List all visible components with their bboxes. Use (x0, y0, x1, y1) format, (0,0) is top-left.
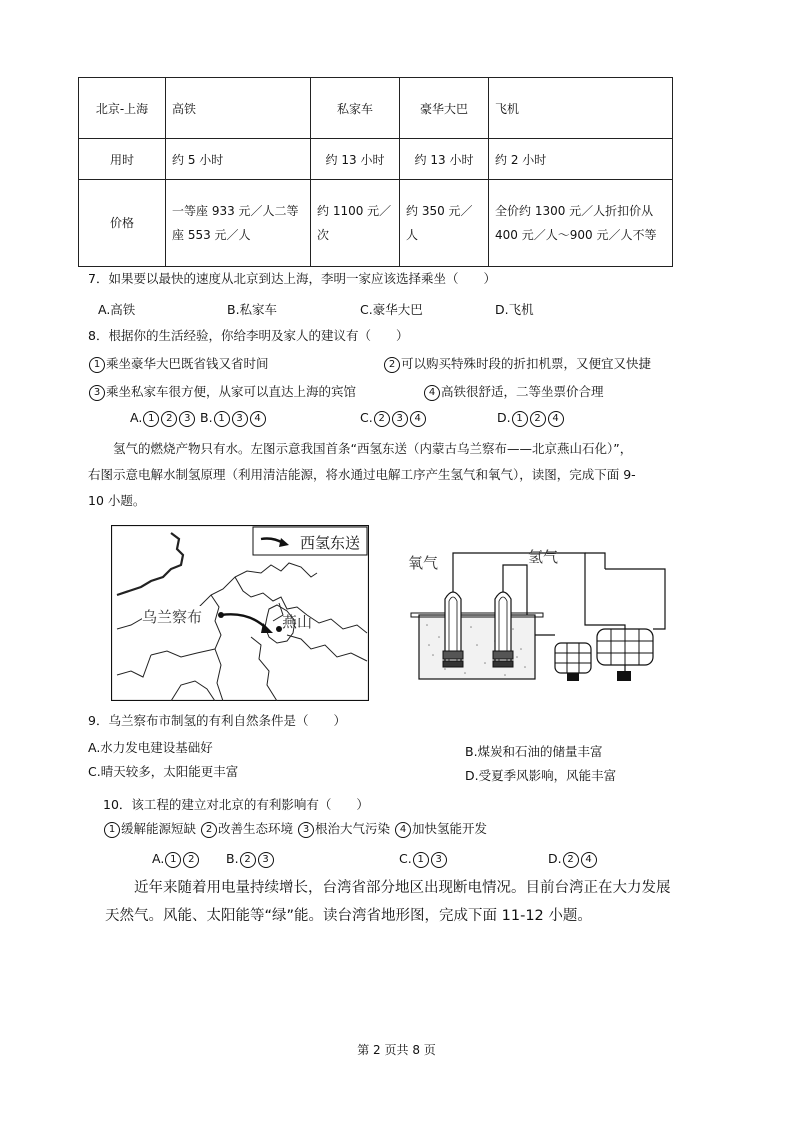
q10-option-b[interactable]: B. 2 3 (226, 851, 275, 868)
diagram-label-hydrogen: 氢气 (528, 548, 559, 566)
passage-hydrogen (88, 436, 708, 514)
price-cell (166, 180, 311, 267)
price-line: 约 350 元／ (406, 204, 473, 218)
q8-statement-4: 4 高铁很舒适，二等坐票价合理 (423, 383, 604, 401)
q9-option-b[interactable]: B.煤炭和石油的储量丰富 (465, 744, 603, 759)
q9-option-c[interactable]: C.晴天较多，太阳能更丰富 (88, 764, 239, 779)
time-cell: 约 2 小时 (489, 139, 673, 180)
q7-option-c[interactable]: C.豪华大巴 (360, 302, 423, 317)
passage-line: 氢气的燃烧产物只有水。左图示意我国首条“西氢东送（内蒙古乌兰察布——北京燕山石化）”， (113, 441, 633, 456)
map-city-ulanqab: 乌兰察布 (142, 608, 203, 626)
q8-option-a[interactable]: A. 1 2 3 (130, 410, 196, 427)
q9-option-d[interactable]: D.受夏季风影响，风能丰富 (465, 768, 617, 783)
passage-taiwan (105, 874, 705, 930)
q10-option-a[interactable]: A. 1 2 (152, 851, 200, 868)
price-line: 400 元／人～900 元／人不等 (495, 228, 657, 242)
passage-line: 10 小题。 (88, 493, 146, 508)
header-bus: 豪华大巴 (400, 78, 489, 139)
q10-stem: 10．该工程的建立对北京的有利影响有（ ） (103, 797, 369, 812)
q7-option-b[interactable]: B.私家车 (227, 302, 278, 317)
q7-option-a[interactable]: A.高铁 (98, 302, 136, 317)
q8-statement-2: 2 可以购买特殊时段的折扣机票，又便宜又快捷 (383, 355, 651, 373)
price-line: 座 553 元／人 (172, 228, 251, 242)
time-label: 用时 (79, 139, 166, 180)
map-legend-label: 西氢东送 (300, 534, 361, 552)
transport-table (78, 77, 673, 267)
passage-line: 天然气。风能、太阳能等“绿”能。读台湾省地形图，完成下面 11-12 小题。 (105, 908, 592, 924)
price-line: 次 (317, 228, 330, 242)
header-route: 北京-上海 (79, 78, 166, 139)
diagram-label-oxygen: 氧气 (408, 554, 439, 572)
q10-option-c[interactable]: C. 1 3 (399, 851, 448, 868)
price-label: 价格 (79, 180, 166, 267)
price-line: 全价约 1300 元／人折扣价从 (495, 204, 654, 218)
header-car: 私家车 (311, 78, 400, 139)
header-hsr: 高铁 (166, 78, 311, 139)
price-cell (311, 180, 400, 267)
q10-option-d[interactable]: D. 2 4 (548, 851, 598, 868)
time-cell: 约 13 小时 (400, 139, 489, 180)
q8-statement-1: 1 乘坐豪华大巴既省钱又省时间 (88, 355, 269, 373)
q7-option-d[interactable]: D.飞机 (495, 302, 534, 317)
price-cell (489, 180, 673, 267)
q8-option-d[interactable]: D. 1 2 4 (497, 410, 565, 427)
passage-line: 右图示意电解水制氢原理（利用清洁能源，将水通过电解工序产生氢气和氧气），读图，完成下面 9- (88, 467, 636, 482)
q7-stem: 7．如果要以最快的速度从北京到达上海，李明一家应该选择乘坐（ ） (88, 271, 496, 286)
price-cell (400, 180, 489, 267)
q10-statements: 1 缓解能源短缺 2 改善生态环境 3 根治大气污染 4 加快氢能开发 (103, 820, 487, 838)
time-cell: 约 13 小时 (311, 139, 400, 180)
page-number: 第 2 页共 8 页 (357, 1043, 436, 1057)
q8-option-b[interactable]: B. 1 3 4 (200, 410, 267, 427)
time-cell: 约 5 小时 (166, 139, 311, 180)
price-line: 人 (406, 228, 419, 242)
q8-option-c[interactable]: C. 2 3 4 (360, 410, 427, 427)
q9-stem: 9．乌兰察布市制氢的有利自然条件是（ ） (88, 713, 346, 728)
map-city-yanshan: 燕山 (282, 613, 313, 631)
q9-option-a[interactable]: A.水力发电建设基础好 (88, 740, 213, 755)
price-line: 约 1100 元／ (317, 204, 392, 218)
passage-line: 近年来随着用电量持续增长，台湾省部分地区出现断电情况。目前台湾正在大力发展 (134, 880, 671, 896)
price-line: 一等座 933 元／人二等 (172, 204, 299, 218)
q8-stem: 8．根据你的生活经验，你给李明及家人的建议有（ ） (88, 328, 409, 343)
header-plane: 飞机 (489, 78, 673, 139)
q8-statement-3: 3 乘坐私家车很方便，从家可以直达上海的宾馆 (88, 383, 356, 401)
